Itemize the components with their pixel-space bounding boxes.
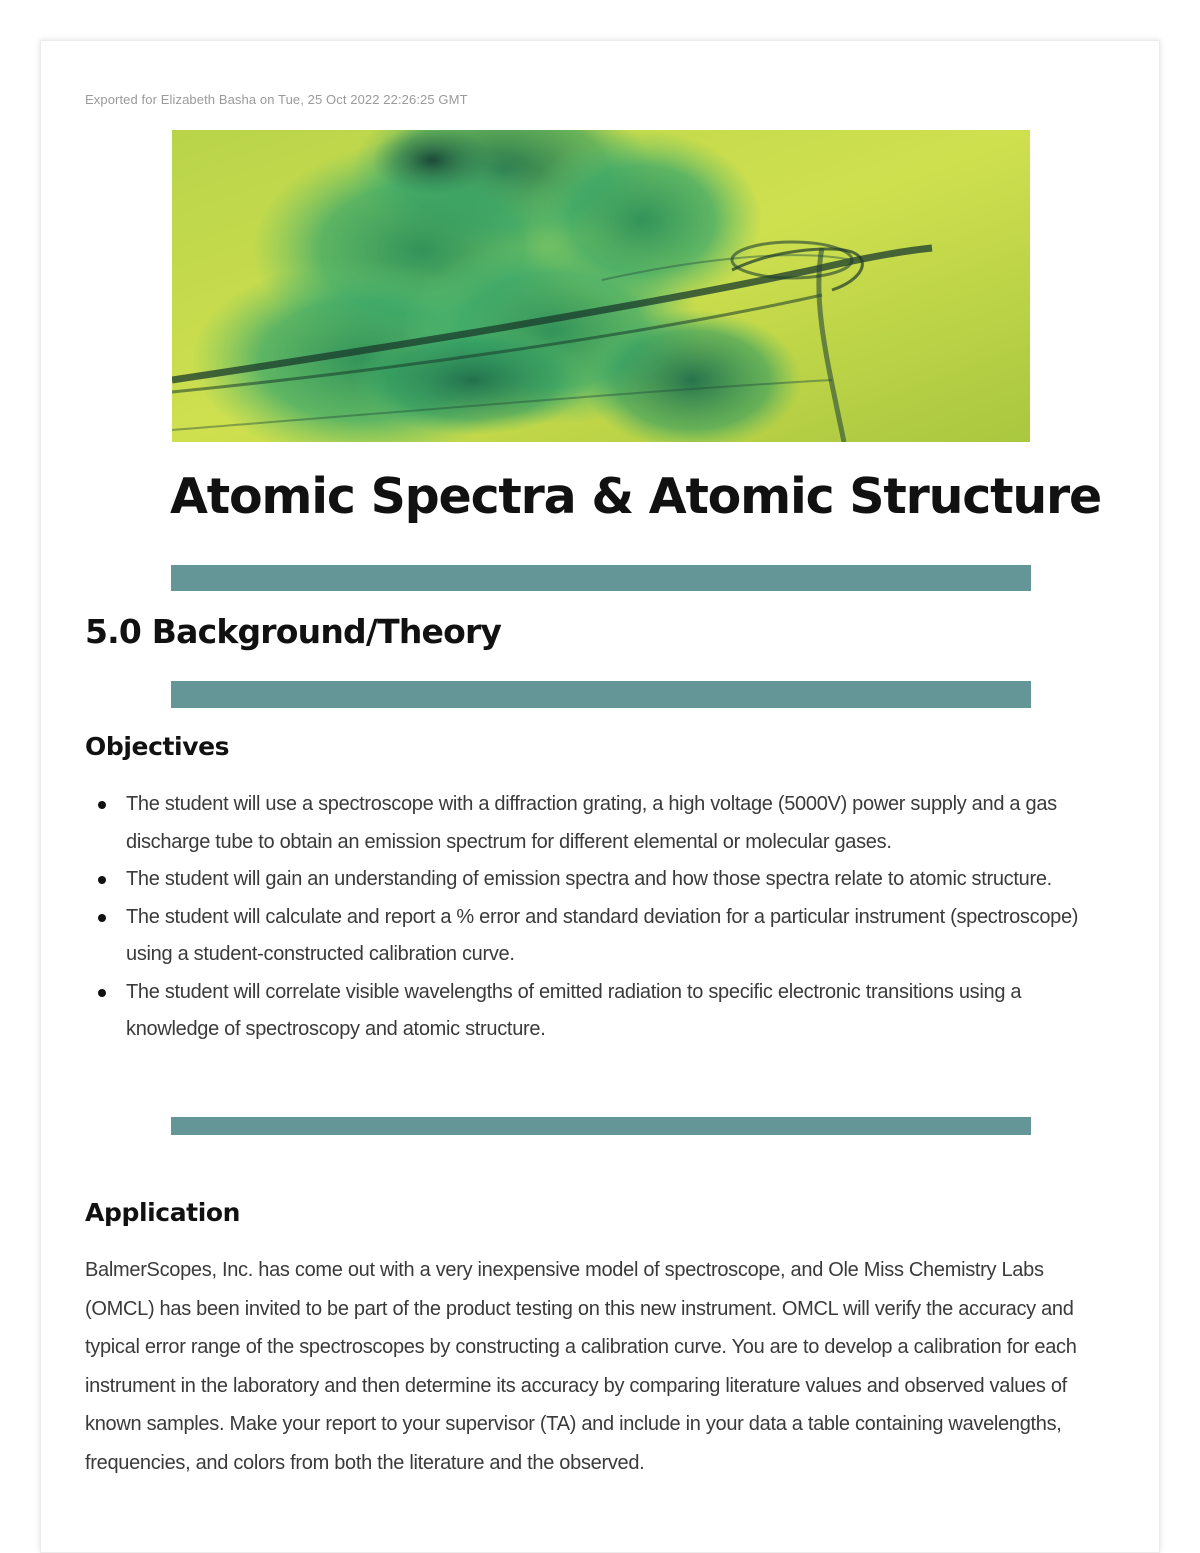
objective-text: The student will calculate and report a % error and standard deviation for a particular instrument (spectroscope) using a student-constructed calibration curve. <box>126 905 1079 965</box>
document-title: Atomic Spectra & Atomic Structure <box>170 468 1101 525</box>
bullet-icon <box>98 989 106 997</box>
application-paragraph: BalmerScopes, Inc. has come out with a very inexpensive model of spectroscope, and Ole Miss Chemistry Labs (OMCL) has been invited to be part of the product testing on this new instrument. OMCL will verify the accuracy and typical error range of the spectroscopes by constructing a calibration curve. You are to develop a calibration for each instrument in the laboratory and then determine its accuracy by comparing literature values and observed values of known samples. Make your report to your supervisor (TA) and include in your data a table containing wavelengths, frequencies, and colors from both the literature and the observed. <box>85 1259 1077 1474</box>
list-item <box>85 899 1115 974</box>
divider-bar <box>171 681 1031 708</box>
bullet-icon <box>98 801 106 809</box>
export-info: Exported for Elizabeth Basha on Tue, 25 Oct 2022 22:26:25 GMT <box>85 92 468 107</box>
objective-text: The student will use a spectroscope with a diffraction grating, a high voltage (5000V) power supply and a gas discharge tube to obtain an emission spectrum for different elemental or molecular gases. <box>126 793 1057 853</box>
banner-image <box>172 130 1030 442</box>
objectives-list <box>85 786 1115 1049</box>
list-item <box>85 786 1115 861</box>
divider-bar <box>171 1117 1031 1135</box>
objectives-heading: Objectives <box>85 732 230 761</box>
objective-text: The student will gain an understanding of emission spectra and how those spectra relate to atomic structure. <box>126 868 1052 890</box>
list-item <box>85 974 1115 1049</box>
section-heading: 5.0 Background/Theory <box>85 612 502 651</box>
objective-text: The student will correlate visible wavelengths of emitted radiation to specific electronic transitions using a knowledge of spectroscopy and atomic structure. <box>126 980 1022 1040</box>
chemistry-banner-image <box>172 130 1030 442</box>
divider-bar <box>171 565 1031 591</box>
application-heading: Application <box>85 1198 241 1227</box>
list-item <box>85 861 1115 899</box>
bullet-icon <box>98 876 106 884</box>
bullet-icon <box>98 914 106 922</box>
